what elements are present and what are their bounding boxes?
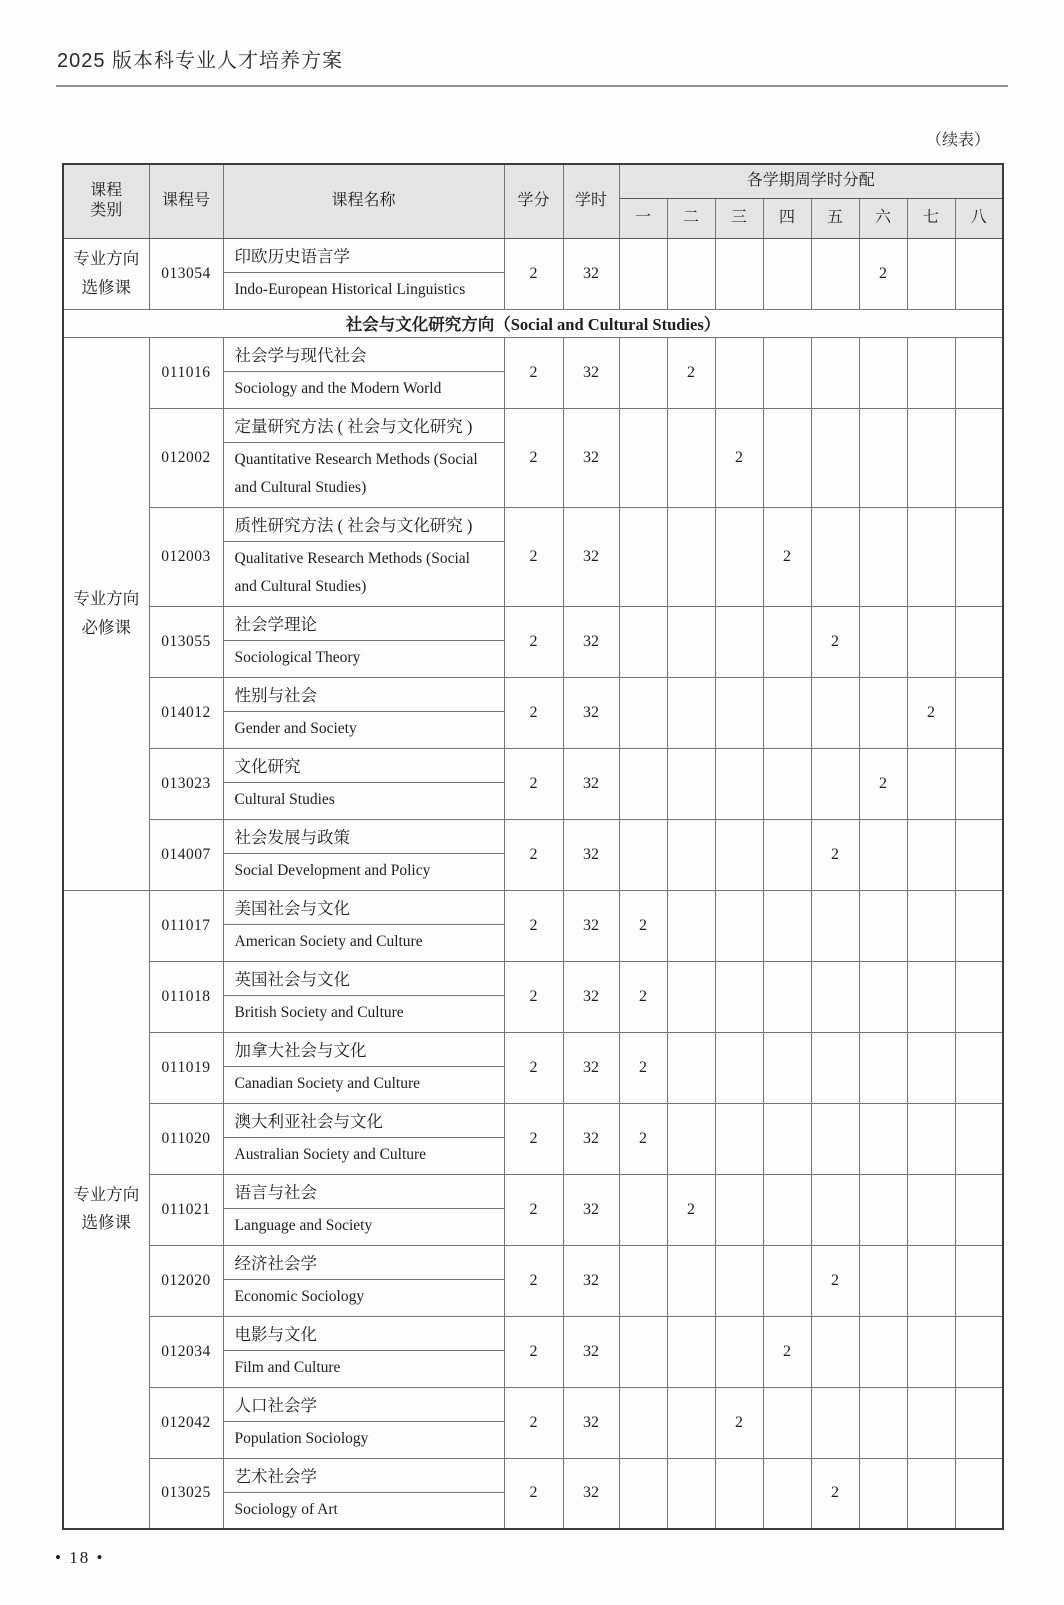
semester-cell-6 bbox=[859, 677, 907, 748]
label-line: 选修课 bbox=[81, 1213, 131, 1233]
header-semester-一: 一 bbox=[619, 198, 667, 238]
table-body bbox=[63, 238, 1003, 1529]
semester-cell-7 bbox=[907, 1245, 955, 1316]
header-row-1 bbox=[63, 164, 1003, 198]
course-code: 011020 bbox=[149, 1103, 223, 1174]
course-code: 012042 bbox=[149, 1387, 223, 1458]
semester-cell-1: 2 bbox=[619, 890, 667, 961]
course-name-cell bbox=[223, 748, 504, 819]
course-name-en: Indo-European Historical Linguistics bbox=[234, 280, 466, 298]
header-course-code: 课程号 bbox=[149, 164, 223, 238]
course-name-cell bbox=[223, 238, 504, 309]
semester-cell-8 bbox=[955, 1387, 1003, 1458]
semester-cell-6 bbox=[859, 1174, 907, 1245]
credits-cell: 2 bbox=[504, 890, 563, 961]
course-row bbox=[63, 890, 1003, 961]
semester-cell-6 bbox=[859, 337, 907, 408]
course-row bbox=[63, 1103, 1003, 1174]
semester-cell-1 bbox=[619, 606, 667, 677]
semester-cell-3 bbox=[715, 337, 763, 408]
course-name-en: Sociology and the Modern World bbox=[234, 379, 442, 397]
course-name-cell bbox=[223, 890, 504, 961]
course-code: 011017 bbox=[149, 890, 223, 961]
semester-cell-7 bbox=[907, 1316, 955, 1387]
semester-cell-2 bbox=[667, 748, 715, 819]
course-name-cell bbox=[223, 1316, 504, 1387]
course-code: 013025 bbox=[149, 1458, 223, 1529]
credits-cell: 2 bbox=[504, 606, 563, 677]
semester-cell-1 bbox=[619, 1387, 667, 1458]
semester-cell-3 bbox=[715, 1245, 763, 1316]
credits-cell: 2 bbox=[504, 408, 563, 507]
page-title: 2025 版本科专业人才培养方案 bbox=[57, 50, 344, 72]
semester-cell-4 bbox=[763, 890, 811, 961]
course-name-cell bbox=[223, 1458, 504, 1529]
semester-cell-2 bbox=[667, 1032, 715, 1103]
course-name-zh: 语言与社会 bbox=[224, 1175, 504, 1209]
credits-cell: 2 bbox=[504, 1032, 563, 1103]
semester-cell-6 bbox=[859, 408, 907, 507]
course-name-zh: 人口社会学 bbox=[224, 1388, 504, 1422]
course-name-en: British Society and Culture bbox=[234, 1003, 404, 1021]
semester-cell-8 bbox=[955, 337, 1003, 408]
hours-cell: 32 bbox=[563, 238, 619, 309]
credits-cell: 2 bbox=[504, 1387, 563, 1458]
semester-cell-4 bbox=[763, 1174, 811, 1245]
semester-cell-5 bbox=[811, 1032, 859, 1103]
course-code: 013023 bbox=[149, 748, 223, 819]
course-name-cell bbox=[223, 337, 504, 408]
course-code: 014012 bbox=[149, 677, 223, 748]
semester-cell-2 bbox=[667, 890, 715, 961]
semester-cell-4 bbox=[763, 819, 811, 890]
course-code: 011021 bbox=[149, 1174, 223, 1245]
category-cell bbox=[63, 337, 149, 890]
semester-cell-8 bbox=[955, 748, 1003, 819]
course-name-zh: 艺术社会学 bbox=[224, 1459, 504, 1493]
header-semester-group: 各学期周学时分配 bbox=[619, 164, 1003, 198]
semester-cell-8 bbox=[955, 238, 1003, 309]
label-line: 选修课 bbox=[81, 277, 131, 297]
course-code: 011018 bbox=[149, 961, 223, 1032]
label-line: 专业方向 bbox=[73, 1185, 140, 1205]
hours-cell: 32 bbox=[563, 1316, 619, 1387]
course-name-cell bbox=[223, 408, 504, 507]
course-name-en: Language and Society bbox=[234, 1216, 373, 1234]
semester-cell-7 bbox=[907, 890, 955, 961]
course-name-zh: 印欧历史语言学 bbox=[224, 239, 504, 273]
semester-cell-2 bbox=[667, 1316, 715, 1387]
hours-cell: 32 bbox=[563, 1245, 619, 1316]
semester-cell-5: 2 bbox=[811, 1245, 859, 1316]
semester-cell-7 bbox=[907, 961, 955, 1032]
course-name-en: Australian Society and Culture bbox=[234, 1145, 427, 1163]
header-hours: 学时 bbox=[563, 164, 619, 238]
semester-cell-4 bbox=[763, 238, 811, 309]
course-row bbox=[63, 507, 1003, 606]
semester-cell-3 bbox=[715, 1458, 763, 1529]
semester-cell-5 bbox=[811, 408, 859, 507]
semester-cell-4 bbox=[763, 1458, 811, 1529]
semester-cell-3: 2 bbox=[715, 1387, 763, 1458]
semester-cell-7 bbox=[907, 1458, 955, 1529]
label-line: 必修课 bbox=[81, 617, 131, 637]
semester-cell-4 bbox=[763, 408, 811, 507]
credits-cell: 2 bbox=[504, 238, 563, 309]
hours-cell: 32 bbox=[563, 1103, 619, 1174]
semester-cell-8 bbox=[955, 1458, 1003, 1529]
semester-cell-3 bbox=[715, 961, 763, 1032]
course-name-cell bbox=[223, 1103, 504, 1174]
header-category bbox=[63, 164, 149, 238]
semester-cell-3 bbox=[715, 1174, 763, 1245]
semester-cell-3 bbox=[715, 238, 763, 309]
course-name-en: Cultural Studies bbox=[234, 790, 335, 808]
semester-cell-3 bbox=[715, 1316, 763, 1387]
header-semester-五: 五 bbox=[811, 198, 859, 238]
semester-cell-7 bbox=[907, 337, 955, 408]
course-name-cell bbox=[223, 1245, 504, 1316]
credits-cell: 2 bbox=[504, 1316, 563, 1387]
semester-cell-1: 2 bbox=[619, 961, 667, 1032]
semester-cell-2 bbox=[667, 819, 715, 890]
course-code: 012034 bbox=[149, 1316, 223, 1387]
course-name-cell bbox=[223, 606, 504, 677]
semester-cell-1 bbox=[619, 1316, 667, 1387]
label-line: 类别 bbox=[90, 202, 123, 220]
hours-cell: 32 bbox=[563, 819, 619, 890]
semester-cell-8 bbox=[955, 961, 1003, 1032]
semester-cell-5 bbox=[811, 1103, 859, 1174]
header-semester-三: 三 bbox=[715, 198, 763, 238]
semester-cell-7 bbox=[907, 1174, 955, 1245]
course-name-zh: 美国社会与文化 bbox=[224, 891, 504, 925]
course-name-en: Film and Culture bbox=[234, 1358, 341, 1376]
header-semester-八: 八 bbox=[955, 198, 1003, 238]
semester-cell-3: 2 bbox=[715, 408, 763, 507]
course-code: 011019 bbox=[149, 1032, 223, 1103]
semester-cell-7 bbox=[907, 748, 955, 819]
header-credits: 学分 bbox=[504, 164, 563, 238]
label-line: 专业方向 bbox=[73, 589, 140, 609]
semester-cell-8 bbox=[955, 606, 1003, 677]
credits-cell: 2 bbox=[504, 819, 563, 890]
semester-cell-6 bbox=[859, 507, 907, 606]
semester-cell-1: 2 bbox=[619, 1103, 667, 1174]
course-row bbox=[63, 1245, 1003, 1316]
semester-cell-1 bbox=[619, 1174, 667, 1245]
semester-cell-6 bbox=[859, 1032, 907, 1103]
semester-cell-8 bbox=[955, 819, 1003, 890]
semester-cell-2 bbox=[667, 238, 715, 309]
semester-cell-5 bbox=[811, 1387, 859, 1458]
semester-cell-2 bbox=[667, 1103, 715, 1174]
course-name-cell bbox=[223, 677, 504, 748]
course-code: 012002 bbox=[149, 408, 223, 507]
hours-cell: 32 bbox=[563, 961, 619, 1032]
semester-cell-8 bbox=[955, 677, 1003, 748]
hours-cell: 32 bbox=[563, 606, 619, 677]
header-rule bbox=[56, 85, 1008, 87]
semester-cell-8 bbox=[955, 1316, 1003, 1387]
course-name-en: Sociology of Art bbox=[234, 1500, 338, 1518]
course-name-en: Gender and Society bbox=[234, 719, 357, 737]
category-cell bbox=[63, 238, 149, 309]
hours-cell: 32 bbox=[563, 507, 619, 606]
semester-cell-3 bbox=[715, 748, 763, 819]
semester-cell-5 bbox=[811, 337, 859, 408]
semester-cell-2: 2 bbox=[667, 1174, 715, 1245]
course-name-zh: 澳大利亚社会与文化 bbox=[224, 1104, 504, 1138]
semester-cell-6 bbox=[859, 1103, 907, 1174]
semester-cell-5 bbox=[811, 890, 859, 961]
semester-cell-4 bbox=[763, 1387, 811, 1458]
semester-cell-3 bbox=[715, 890, 763, 961]
semester-cell-5: 2 bbox=[811, 1458, 859, 1529]
course-row bbox=[63, 1174, 1003, 1245]
course-name-cell bbox=[223, 819, 504, 890]
course-row bbox=[63, 677, 1003, 748]
semester-cell-5 bbox=[811, 677, 859, 748]
semester-cell-3 bbox=[715, 1032, 763, 1103]
course-row bbox=[63, 1387, 1003, 1458]
semester-cell-6 bbox=[859, 819, 907, 890]
semester-cell-5 bbox=[811, 961, 859, 1032]
semester-cell-4: 2 bbox=[763, 1316, 811, 1387]
course-code: 014007 bbox=[149, 819, 223, 890]
hours-cell: 32 bbox=[563, 677, 619, 748]
credits-cell: 2 bbox=[504, 507, 563, 606]
course-name-zh: 性别与社会 bbox=[224, 678, 504, 712]
course-name-zh: 文化研究 bbox=[224, 749, 504, 783]
category-cell bbox=[63, 890, 149, 1529]
continued-table-note: （续表） bbox=[925, 132, 990, 149]
semester-cell-5: 2 bbox=[811, 819, 859, 890]
semester-cell-6: 2 bbox=[859, 748, 907, 819]
course-name-zh: 加拿大社会与文化 bbox=[224, 1033, 504, 1067]
semester-cell-8 bbox=[955, 408, 1003, 507]
semester-cell-6 bbox=[859, 606, 907, 677]
semester-cell-7 bbox=[907, 1032, 955, 1103]
course-name-zh: 社会学与现代社会 bbox=[224, 338, 504, 372]
semester-cell-1 bbox=[619, 1245, 667, 1316]
semester-cell-3 bbox=[715, 606, 763, 677]
hours-cell: 32 bbox=[563, 337, 619, 408]
course-name-en: Quantitative Research Methods (Social and Cultural Studies) bbox=[234, 451, 478, 496]
course-name-zh: 质性研究方法 ( 社会与文化研究 ) bbox=[224, 508, 504, 542]
course-name-cell bbox=[223, 1387, 504, 1458]
credits-cell: 2 bbox=[504, 1103, 563, 1174]
semester-cell-5 bbox=[811, 238, 859, 309]
credits-cell: 2 bbox=[504, 1245, 563, 1316]
credits-cell: 2 bbox=[504, 961, 563, 1032]
course-row bbox=[63, 819, 1003, 890]
course-name-cell bbox=[223, 961, 504, 1032]
semester-cell-2 bbox=[667, 408, 715, 507]
semester-cell-1: 2 bbox=[619, 1032, 667, 1103]
semester-cell-4 bbox=[763, 337, 811, 408]
course-name-en: American Society and Culture bbox=[234, 932, 423, 950]
semester-cell-6 bbox=[859, 890, 907, 961]
semester-cell-2 bbox=[667, 1387, 715, 1458]
course-name-zh: 定量研究方法 ( 社会与文化研究 ) bbox=[224, 409, 504, 443]
semester-cell-2 bbox=[667, 1245, 715, 1316]
semester-cell-8 bbox=[955, 1174, 1003, 1245]
semester-cell-3 bbox=[715, 677, 763, 748]
hours-cell: 32 bbox=[563, 890, 619, 961]
semester-cell-7 bbox=[907, 507, 955, 606]
course-row bbox=[63, 1316, 1003, 1387]
semester-cell-2 bbox=[667, 1458, 715, 1529]
semester-cell-6: 2 bbox=[859, 238, 907, 309]
course-row bbox=[63, 748, 1003, 819]
semester-cell-4 bbox=[763, 748, 811, 819]
course-code: 012020 bbox=[149, 1245, 223, 1316]
semester-cell-3 bbox=[715, 1103, 763, 1174]
hours-cell: 32 bbox=[563, 1174, 619, 1245]
semester-cell-5: 2 bbox=[811, 606, 859, 677]
course-row bbox=[63, 961, 1003, 1032]
course-row bbox=[63, 238, 1003, 309]
header-semester-七: 七 bbox=[907, 198, 955, 238]
course-row bbox=[63, 606, 1003, 677]
semester-cell-1 bbox=[619, 337, 667, 408]
semester-cell-4: 2 bbox=[763, 507, 811, 606]
credits-cell: 2 bbox=[504, 748, 563, 819]
label-line: 专业方向 bbox=[73, 249, 140, 269]
credits-cell: 2 bbox=[504, 337, 563, 408]
course-code: 013055 bbox=[149, 606, 223, 677]
semester-cell-3 bbox=[715, 507, 763, 606]
course-row bbox=[63, 408, 1003, 507]
header-course-name: 课程名称 bbox=[223, 164, 504, 238]
course-name-en: Qualitative Research Methods (Social and Cultural Studies) bbox=[234, 550, 470, 595]
semester-cell-2 bbox=[667, 606, 715, 677]
semester-cell-8 bbox=[955, 1032, 1003, 1103]
hours-cell: 32 bbox=[563, 1387, 619, 1458]
header-semester-六: 六 bbox=[859, 198, 907, 238]
course-row bbox=[63, 1458, 1003, 1529]
hours-cell: 32 bbox=[563, 748, 619, 819]
semester-cell-7 bbox=[907, 1103, 955, 1174]
semester-cell-7 bbox=[907, 238, 955, 309]
semester-cell-5 bbox=[811, 507, 859, 606]
semester-cell-6 bbox=[859, 1245, 907, 1316]
semester-cell-1 bbox=[619, 238, 667, 309]
hours-cell: 32 bbox=[563, 408, 619, 507]
semester-cell-7 bbox=[907, 1387, 955, 1458]
course-name-zh: 英国社会与文化 bbox=[224, 962, 504, 996]
course-name-zh: 社会发展与政策 bbox=[224, 820, 504, 854]
semester-cell-1 bbox=[619, 408, 667, 507]
header-semester-二: 二 bbox=[667, 198, 715, 238]
page-number: • 18 • bbox=[55, 1548, 105, 1567]
course-name-en: Economic Sociology bbox=[234, 1287, 365, 1305]
semester-cell-1 bbox=[619, 507, 667, 606]
credits-cell: 2 bbox=[504, 677, 563, 748]
semester-cell-2 bbox=[667, 507, 715, 606]
semester-cell-4 bbox=[763, 1103, 811, 1174]
semester-cell-8 bbox=[955, 890, 1003, 961]
curriculum-table bbox=[62, 163, 1004, 1530]
course-name-en: Canadian Society and Culture bbox=[234, 1074, 421, 1092]
semester-cell-4 bbox=[763, 961, 811, 1032]
course-name-cell bbox=[223, 507, 504, 606]
semester-cell-1 bbox=[619, 1458, 667, 1529]
semester-cell-6 bbox=[859, 1387, 907, 1458]
hours-cell: 32 bbox=[563, 1458, 619, 1529]
table-head bbox=[63, 164, 1003, 238]
semester-cell-1 bbox=[619, 819, 667, 890]
semester-cell-8 bbox=[955, 507, 1003, 606]
course-row bbox=[63, 1032, 1003, 1103]
semester-cell-4 bbox=[763, 677, 811, 748]
course-row bbox=[63, 337, 1003, 408]
semester-cell-1 bbox=[619, 748, 667, 819]
semester-cell-2 bbox=[667, 677, 715, 748]
credits-cell: 2 bbox=[504, 1458, 563, 1529]
semester-cell-7: 2 bbox=[907, 677, 955, 748]
semester-cell-5 bbox=[811, 1316, 859, 1387]
course-name-cell bbox=[223, 1032, 504, 1103]
course-name-zh: 电影与文化 bbox=[224, 1317, 504, 1351]
semester-cell-6 bbox=[859, 1316, 907, 1387]
course-code: 012003 bbox=[149, 507, 223, 606]
course-name-en: Population Sociology bbox=[234, 1429, 369, 1447]
course-name-en: Social Development and Policy bbox=[234, 861, 431, 879]
semester-cell-8 bbox=[955, 1245, 1003, 1316]
semester-cell-2: 2 bbox=[667, 337, 715, 408]
semester-cell-1 bbox=[619, 677, 667, 748]
hours-cell: 32 bbox=[563, 1032, 619, 1103]
course-code: 011016 bbox=[149, 337, 223, 408]
semester-cell-4 bbox=[763, 1245, 811, 1316]
semester-cell-3 bbox=[715, 819, 763, 890]
semester-cell-7 bbox=[907, 819, 955, 890]
semester-cell-4 bbox=[763, 606, 811, 677]
semester-cell-6 bbox=[859, 1458, 907, 1529]
semester-cell-5 bbox=[811, 748, 859, 819]
semester-cell-2 bbox=[667, 961, 715, 1032]
credits-cell: 2 bbox=[504, 1174, 563, 1245]
label-line: 课程 bbox=[90, 182, 123, 200]
semester-cell-7 bbox=[907, 408, 955, 507]
header-semester-四: 四 bbox=[763, 198, 811, 238]
semester-cell-8 bbox=[955, 1103, 1003, 1174]
course-name-en: Sociological Theory bbox=[234, 648, 361, 666]
course-name-zh: 社会学理论 bbox=[224, 607, 504, 641]
semester-cell-4 bbox=[763, 1032, 811, 1103]
semester-cell-7 bbox=[907, 606, 955, 677]
course-name-zh: 经济社会学 bbox=[224, 1246, 504, 1280]
semester-cell-5 bbox=[811, 1174, 859, 1245]
section-divider-label: 社会与文化研究方向（Social and Cultural Studies） bbox=[63, 309, 1003, 337]
semester-cell-6 bbox=[859, 961, 907, 1032]
course-code: 013054 bbox=[149, 238, 223, 309]
course-name-cell bbox=[223, 1174, 504, 1245]
section-divider-row bbox=[63, 309, 1003, 337]
